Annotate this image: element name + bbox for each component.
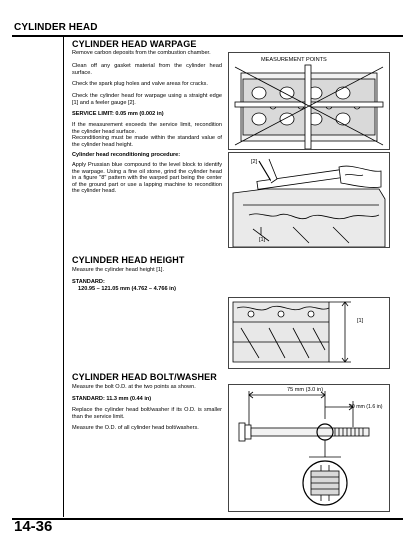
bolt-paragraph-2: Replace the cylinder head bolt/washer if its O.D. is smaller than the service limit. — [72, 407, 222, 420]
warpage-service-limit: SERVICE LIMIT: 0.05 mm (0.002 in) — [72, 111, 164, 117]
height-paragraph: Measure the cylinder head height [1]. — [72, 267, 165, 273]
figure-straight-edge — [228, 152, 390, 248]
warpage-paragraph-3: Check the spark plug holes and valve areas for cracks. — [72, 81, 208, 87]
warpage-paragraph-6: Reconditioning must be made within the standard value of the cylinder head height. — [72, 135, 222, 148]
dimension-75mm-label: 75 mm (3.0 in) — [287, 387, 324, 393]
height-standard-value: 120.95 – 121.05 mm (4.762 – 4.766 in) — [78, 286, 176, 292]
bolt-paragraph-1: Measure the bolt O.D. at the two points as shown. — [72, 384, 196, 390]
dimension-40mm-label: 40 mm (1.6 in) — [349, 404, 383, 410]
cylinder-head-top-illustration — [229, 53, 389, 149]
figure-measurement-points — [228, 52, 390, 150]
procedure-paragraph: Apply Prussian blue compound to the level block to identify the warpage. Using a fine oil stone, grind the cylinder head in a figure "8" pattern with the warped part being the center of the ground part or use a lapping machine to recondition the cylinder head. — [72, 162, 222, 195]
section-title-bolt-washer: CYLINDER HEAD BOLT/WASHER — [72, 372, 217, 382]
header-rule — [12, 35, 403, 37]
procedure-title: Cylinder head reconditioning procedure: — [72, 152, 181, 158]
warpage-paragraph-5: If the measurement exceeds the service limit, recondition the cylinder head surface. — [72, 122, 222, 135]
figure-caption: MEASUREMENT POINTS — [261, 57, 327, 63]
section-title-height: CYLINDER HEAD HEIGHT — [72, 255, 185, 265]
warpage-paragraph-1: Remove carbon deposits from the combustion chamber. — [72, 50, 211, 56]
bolt-standard: STANDARD: 11.3 mm (0.44 in) — [72, 396, 152, 402]
figure-head-height — [228, 297, 390, 369]
bolt-paragraph-3: Measure the O.D. of all cylinder head bolt/washers. — [72, 425, 199, 431]
warpage-paragraph-2: Clean off any gasket material from the cylinder head surface. — [72, 63, 222, 76]
head-height-label: [1] — [357, 318, 364, 324]
page-header-title: CYLINDER HEAD — [14, 22, 98, 33]
head-height-illustration — [229, 298, 389, 368]
section-title-warpage: CYLINDER HEAD WARPAGE — [72, 39, 197, 49]
column-divider — [63, 37, 64, 517]
page-number: 14-36 — [14, 518, 53, 535]
footer-rule — [12, 518, 403, 520]
straight-edge-label: [1] — [259, 237, 266, 243]
height-standard-label: STANDARD: — [72, 279, 105, 285]
warpage-paragraph-4: Check the cylinder head for warpage using a straight edge [1] and a feeler gauge [2]. — [72, 93, 222, 106]
feeler-gauge-label: [2] — [251, 159, 258, 165]
figure-bolt-measurement — [228, 384, 390, 512]
straight-edge-illustration — [229, 153, 389, 247]
